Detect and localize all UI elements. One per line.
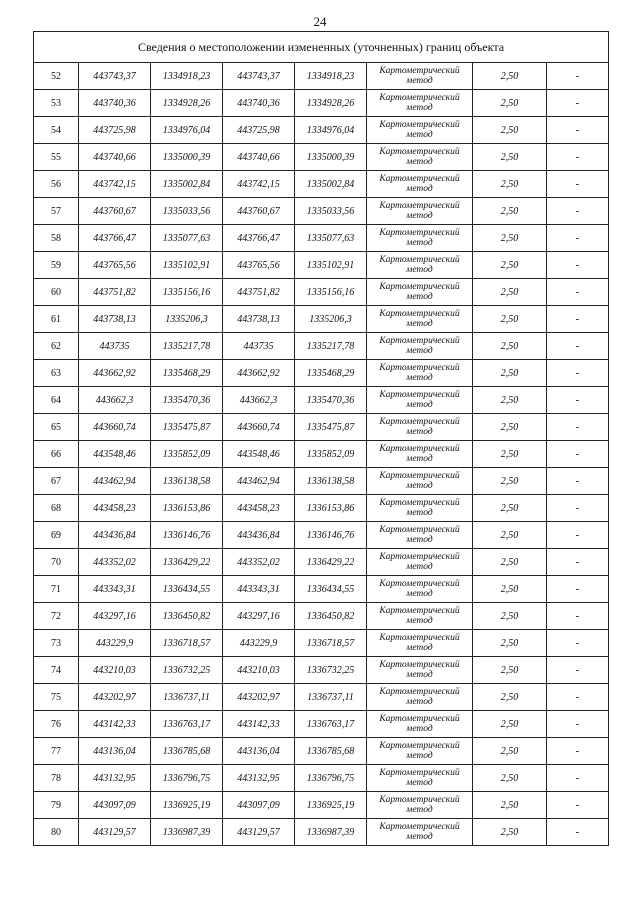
method-cell: Картометрический метод [367, 738, 473, 765]
precision-cell: 2,50 [473, 441, 547, 468]
x-updated-cell: 443132,95 [223, 765, 295, 792]
x-updated-cell: 443097,09 [223, 792, 295, 819]
precision-cell: 2,50 [473, 198, 547, 225]
point-number-cell: 79 [34, 792, 79, 819]
x-existing-cell: 443766,47 [79, 225, 151, 252]
table-row [34, 603, 609, 630]
point-number-cell: 70 [34, 549, 79, 576]
table-row [34, 144, 609, 171]
y-updated-cell: 1335468,29 [295, 360, 367, 387]
x-existing-cell: 443738,13 [79, 306, 151, 333]
description-cell: - [547, 333, 609, 360]
table-row [34, 171, 609, 198]
method-cell: Картометрический метод [367, 630, 473, 657]
method-cell: Картометрический метод [367, 495, 473, 522]
y-existing-cell: 1335470,36 [151, 387, 223, 414]
y-existing-cell: 1336138,58 [151, 468, 223, 495]
table-row [34, 657, 609, 684]
point-number-cell: 68 [34, 495, 79, 522]
point-number-cell: 57 [34, 198, 79, 225]
y-updated-cell: 1335102,91 [295, 252, 367, 279]
x-existing-cell: 443142,33 [79, 711, 151, 738]
point-number-cell: 61 [34, 306, 79, 333]
method-cell: Картометрический метод [367, 468, 473, 495]
y-existing-cell: 1336987,39 [151, 819, 223, 846]
table-row [34, 63, 609, 90]
y-updated-cell: 1336434,55 [295, 576, 367, 603]
table-row [34, 414, 609, 441]
x-updated-cell: 443760,67 [223, 198, 295, 225]
description-cell: - [547, 711, 609, 738]
y-existing-cell: 1335077,63 [151, 225, 223, 252]
table-row [34, 279, 609, 306]
precision-cell: 2,50 [473, 711, 547, 738]
x-existing-cell: 443751,82 [79, 279, 151, 306]
description-cell: - [547, 198, 609, 225]
method-cell: Картометрический метод [367, 576, 473, 603]
point-number-cell: 65 [34, 414, 79, 441]
x-updated-cell: 443662,3 [223, 387, 295, 414]
y-existing-cell: 1336796,75 [151, 765, 223, 792]
y-existing-cell: 1336785,68 [151, 738, 223, 765]
y-updated-cell: 1336925,19 [295, 792, 367, 819]
point-number-cell: 59 [34, 252, 79, 279]
precision-cell: 2,50 [473, 63, 547, 90]
method-cell: Картометрический метод [367, 657, 473, 684]
table-row [34, 360, 609, 387]
x-updated-cell: 443766,47 [223, 225, 295, 252]
x-existing-cell: 443462,94 [79, 468, 151, 495]
x-updated-cell: 443765,56 [223, 252, 295, 279]
method-cell: Картометрический метод [367, 90, 473, 117]
x-updated-cell: 443740,36 [223, 90, 295, 117]
y-updated-cell: 1336450,82 [295, 603, 367, 630]
x-updated-cell: 443742,15 [223, 171, 295, 198]
x-existing-cell: 443742,15 [79, 171, 151, 198]
table-row [34, 225, 609, 252]
precision-cell: 2,50 [473, 414, 547, 441]
table-row [34, 711, 609, 738]
y-existing-cell: 1334976,04 [151, 117, 223, 144]
point-number-cell: 53 [34, 90, 79, 117]
table-row [34, 117, 609, 144]
description-cell: - [547, 387, 609, 414]
method-cell: Картометрический метод [367, 819, 473, 846]
table-row [34, 198, 609, 225]
method-cell: Картометрический метод [367, 252, 473, 279]
x-existing-cell: 443662,3 [79, 387, 151, 414]
y-updated-cell: 1335077,63 [295, 225, 367, 252]
x-existing-cell: 443660,74 [79, 414, 151, 441]
x-updated-cell: 443129,57 [223, 819, 295, 846]
y-updated-cell: 1336153,86 [295, 495, 367, 522]
y-updated-cell: 1336796,75 [295, 765, 367, 792]
x-updated-cell: 443458,23 [223, 495, 295, 522]
description-cell: - [547, 522, 609, 549]
description-cell: - [547, 441, 609, 468]
precision-cell: 2,50 [473, 657, 547, 684]
y-updated-cell: 1336763,17 [295, 711, 367, 738]
table-row [34, 306, 609, 333]
x-updated-cell: 443743,37 [223, 63, 295, 90]
description-cell: - [547, 279, 609, 306]
point-number-cell: 64 [34, 387, 79, 414]
table-row [34, 684, 609, 711]
precision-cell: 2,50 [473, 252, 547, 279]
x-updated-cell: 443436,84 [223, 522, 295, 549]
point-number-cell: 55 [34, 144, 79, 171]
y-existing-cell: 1336146,76 [151, 522, 223, 549]
description-cell: - [547, 792, 609, 819]
table-row [34, 333, 609, 360]
method-cell: Картометрический метод [367, 117, 473, 144]
x-updated-cell: 443548,46 [223, 441, 295, 468]
y-existing-cell: 1335468,29 [151, 360, 223, 387]
x-existing-cell: 443548,46 [79, 441, 151, 468]
x-updated-cell: 443738,13 [223, 306, 295, 333]
description-cell: - [547, 117, 609, 144]
x-updated-cell: 443343,31 [223, 576, 295, 603]
method-cell: Картометрический метод [367, 441, 473, 468]
precision-cell: 2,50 [473, 360, 547, 387]
precision-cell: 2,50 [473, 549, 547, 576]
precision-cell: 2,50 [473, 225, 547, 252]
y-updated-cell: 1336429,22 [295, 549, 367, 576]
description-cell: - [547, 765, 609, 792]
y-updated-cell: 1335033,56 [295, 198, 367, 225]
boundary-coordinates-table [33, 31, 609, 846]
description-cell: - [547, 468, 609, 495]
precision-cell: 2,50 [473, 738, 547, 765]
description-cell: - [547, 252, 609, 279]
precision-cell: 2,50 [473, 603, 547, 630]
table-row [34, 576, 609, 603]
point-number-cell: 52 [34, 63, 79, 90]
precision-cell: 2,50 [473, 306, 547, 333]
method-cell: Картометрический метод [367, 63, 473, 90]
table-row [34, 252, 609, 279]
x-existing-cell: 443210,03 [79, 657, 151, 684]
y-existing-cell: 1336732,25 [151, 657, 223, 684]
description-cell: - [547, 144, 609, 171]
y-updated-cell: 1336146,76 [295, 522, 367, 549]
description-cell: - [547, 90, 609, 117]
y-existing-cell: 1336434,55 [151, 576, 223, 603]
table-row [34, 441, 609, 468]
precision-cell: 2,50 [473, 819, 547, 846]
table-row [34, 792, 609, 819]
x-existing-cell: 443735 [79, 333, 151, 360]
x-existing-cell: 443760,67 [79, 198, 151, 225]
y-existing-cell: 1335033,56 [151, 198, 223, 225]
method-cell: Картометрический метод [367, 225, 473, 252]
x-updated-cell: 443136,04 [223, 738, 295, 765]
point-number-cell: 66 [34, 441, 79, 468]
y-existing-cell: 1335217,78 [151, 333, 223, 360]
x-updated-cell: 443297,16 [223, 603, 295, 630]
x-existing-cell: 443229,9 [79, 630, 151, 657]
method-cell: Картометрический метод [367, 414, 473, 441]
description-cell: - [547, 495, 609, 522]
x-existing-cell: 443343,31 [79, 576, 151, 603]
description-cell: - [547, 576, 609, 603]
point-number-cell: 63 [34, 360, 79, 387]
y-existing-cell: 1335000,39 [151, 144, 223, 171]
method-cell: Картометрический метод [367, 360, 473, 387]
y-updated-cell: 1335000,39 [295, 144, 367, 171]
method-cell: Картометрический метод [367, 198, 473, 225]
method-cell: Картометрический метод [367, 306, 473, 333]
description-cell: - [547, 549, 609, 576]
method-cell: Картометрический метод [367, 603, 473, 630]
point-number-cell: 67 [34, 468, 79, 495]
precision-cell: 2,50 [473, 144, 547, 171]
y-updated-cell: 1335206,3 [295, 306, 367, 333]
precision-cell: 2,50 [473, 468, 547, 495]
method-cell: Картометрический метод [367, 333, 473, 360]
y-existing-cell: 1334928,26 [151, 90, 223, 117]
y-existing-cell: 1336737,11 [151, 684, 223, 711]
description-cell: - [547, 225, 609, 252]
point-number-cell: 74 [34, 657, 79, 684]
x-existing-cell: 443743,37 [79, 63, 151, 90]
method-cell: Картометрический метод [367, 765, 473, 792]
precision-cell: 2,50 [473, 576, 547, 603]
table-row [34, 90, 609, 117]
point-number-cell: 80 [34, 819, 79, 846]
precision-cell: 2,50 [473, 522, 547, 549]
x-existing-cell: 443458,23 [79, 495, 151, 522]
page-number: 24 [313, 14, 327, 29]
x-existing-cell: 443436,84 [79, 522, 151, 549]
point-number-cell: 54 [34, 117, 79, 144]
y-existing-cell: 1334918,23 [151, 63, 223, 90]
y-existing-cell: 1336718,57 [151, 630, 223, 657]
precision-cell: 2,50 [473, 117, 547, 144]
y-existing-cell: 1335475,87 [151, 414, 223, 441]
description-cell: - [547, 414, 609, 441]
precision-cell: 2,50 [473, 792, 547, 819]
y-updated-cell: 1336718,57 [295, 630, 367, 657]
table-row [34, 522, 609, 549]
x-updated-cell: 443662,92 [223, 360, 295, 387]
x-existing-cell: 443097,09 [79, 792, 151, 819]
y-updated-cell: 1334976,04 [295, 117, 367, 144]
table-row [34, 630, 609, 657]
precision-cell: 2,50 [473, 765, 547, 792]
point-number-cell: 60 [34, 279, 79, 306]
y-updated-cell: 1336987,39 [295, 819, 367, 846]
description-cell: - [547, 63, 609, 90]
point-number-cell: 62 [34, 333, 79, 360]
y-updated-cell: 1335852,09 [295, 441, 367, 468]
table-row [34, 738, 609, 765]
point-number-cell: 78 [34, 765, 79, 792]
y-existing-cell: 1335206,3 [151, 306, 223, 333]
y-updated-cell: 1336732,25 [295, 657, 367, 684]
method-cell: Картометрический метод [367, 279, 473, 306]
x-existing-cell: 443662,92 [79, 360, 151, 387]
x-existing-cell: 443352,02 [79, 549, 151, 576]
y-existing-cell: 1336153,86 [151, 495, 223, 522]
y-existing-cell: 1335852,09 [151, 441, 223, 468]
x-updated-cell: 443735 [223, 333, 295, 360]
x-updated-cell: 443202,97 [223, 684, 295, 711]
y-existing-cell: 1336450,82 [151, 603, 223, 630]
x-updated-cell: 443352,02 [223, 549, 295, 576]
x-updated-cell: 443210,03 [223, 657, 295, 684]
y-existing-cell: 1336925,19 [151, 792, 223, 819]
x-updated-cell: 443462,94 [223, 468, 295, 495]
x-existing-cell: 443136,04 [79, 738, 151, 765]
description-cell: - [547, 171, 609, 198]
x-updated-cell: 443142,33 [223, 711, 295, 738]
table-title-row [34, 32, 609, 63]
y-updated-cell: 1336785,68 [295, 738, 367, 765]
table-title: Сведения о местоположении измененных (уточненных) границ объекта [34, 32, 609, 63]
precision-cell: 2,50 [473, 495, 547, 522]
method-cell: Картометрический метод [367, 549, 473, 576]
x-existing-cell: 443297,16 [79, 603, 151, 630]
description-cell: - [547, 684, 609, 711]
method-cell: Картометрический метод [367, 171, 473, 198]
x-existing-cell: 443129,57 [79, 819, 151, 846]
y-updated-cell: 1335002,84 [295, 171, 367, 198]
x-existing-cell: 443765,56 [79, 252, 151, 279]
y-updated-cell: 1334928,26 [295, 90, 367, 117]
method-cell: Картометрический метод [367, 684, 473, 711]
point-number-cell: 69 [34, 522, 79, 549]
description-cell: - [547, 657, 609, 684]
table-row [34, 387, 609, 414]
method-cell: Картометрический метод [367, 144, 473, 171]
y-updated-cell: 1334918,23 [295, 63, 367, 90]
description-cell: - [547, 360, 609, 387]
table-row [34, 495, 609, 522]
table-row [34, 819, 609, 846]
point-number-cell: 71 [34, 576, 79, 603]
precision-cell: 2,50 [473, 90, 547, 117]
table-row [34, 468, 609, 495]
description-cell: - [547, 306, 609, 333]
method-cell: Картометрический метод [367, 522, 473, 549]
precision-cell: 2,50 [473, 630, 547, 657]
table-row [34, 549, 609, 576]
x-updated-cell: 443725,98 [223, 117, 295, 144]
y-updated-cell: 1336737,11 [295, 684, 367, 711]
x-existing-cell: 443740,36 [79, 90, 151, 117]
precision-cell: 2,50 [473, 279, 547, 306]
x-updated-cell: 443229,9 [223, 630, 295, 657]
description-cell: - [547, 738, 609, 765]
point-number-cell: 58 [34, 225, 79, 252]
point-number-cell: 76 [34, 711, 79, 738]
y-existing-cell: 1336763,17 [151, 711, 223, 738]
x-existing-cell: 443202,97 [79, 684, 151, 711]
x-existing-cell: 443725,98 [79, 117, 151, 144]
table-row [34, 765, 609, 792]
description-cell: - [547, 603, 609, 630]
point-number-cell: 73 [34, 630, 79, 657]
x-existing-cell: 443740,66 [79, 144, 151, 171]
description-cell: - [547, 819, 609, 846]
x-updated-cell: 443751,82 [223, 279, 295, 306]
y-updated-cell: 1335470,36 [295, 387, 367, 414]
y-updated-cell: 1335217,78 [295, 333, 367, 360]
y-existing-cell: 1336429,22 [151, 549, 223, 576]
y-existing-cell: 1335156,16 [151, 279, 223, 306]
precision-cell: 2,50 [473, 387, 547, 414]
point-number-cell: 56 [34, 171, 79, 198]
precision-cell: 2,50 [473, 684, 547, 711]
x-updated-cell: 443740,66 [223, 144, 295, 171]
point-number-cell: 72 [34, 603, 79, 630]
y-updated-cell: 1336138,58 [295, 468, 367, 495]
y-updated-cell: 1335156,16 [295, 279, 367, 306]
method-cell: Картометрический метод [367, 792, 473, 819]
precision-cell: 2,50 [473, 333, 547, 360]
precision-cell: 2,50 [473, 171, 547, 198]
y-existing-cell: 1335102,91 [151, 252, 223, 279]
y-existing-cell: 1335002,84 [151, 171, 223, 198]
description-cell: - [547, 630, 609, 657]
method-cell: Картометрический метод [367, 711, 473, 738]
x-updated-cell: 443660,74 [223, 414, 295, 441]
point-number-cell: 75 [34, 684, 79, 711]
method-cell: Картометрический метод [367, 387, 473, 414]
x-existing-cell: 443132,95 [79, 765, 151, 792]
point-number-cell: 77 [34, 738, 79, 765]
y-updated-cell: 1335475,87 [295, 414, 367, 441]
